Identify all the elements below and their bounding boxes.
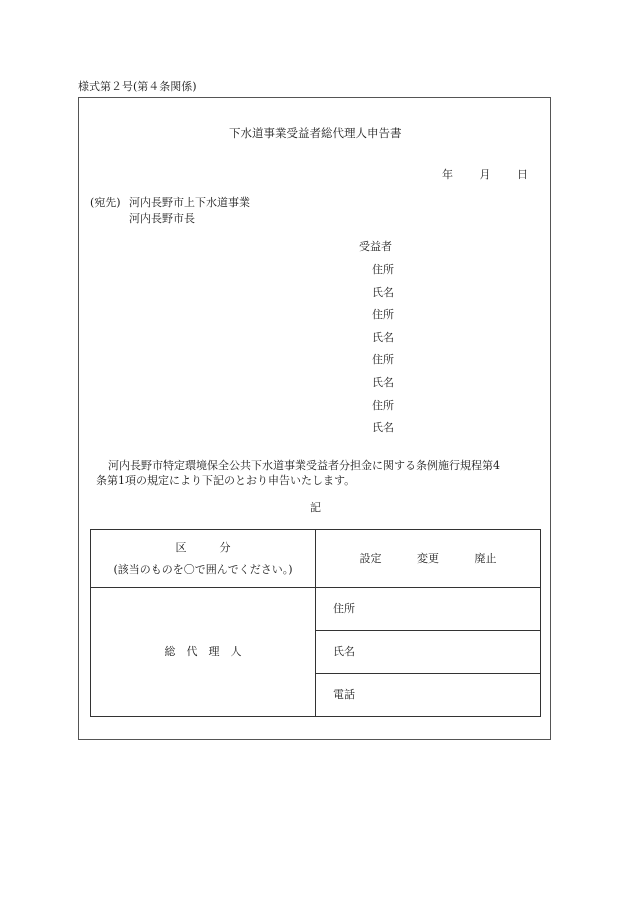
agent-label: 総 代 理 人 — [164, 645, 242, 658]
declaration-table — [90, 529, 541, 717]
date-day: 日 — [517, 168, 528, 181]
addressee-line1: 河内長野市上下水道事業 — [129, 196, 250, 209]
beneficiary-address-3: 住所 — [372, 353, 394, 366]
beneficiary-header: 受益者 — [359, 240, 392, 253]
agent-phone-label: 電話 — [333, 688, 355, 701]
agent-row-address — [91, 588, 541, 631]
date-year: 年 — [442, 168, 453, 181]
agent-address-label: 住所 — [333, 602, 355, 615]
option-setting[interactable]: 設定 — [359, 551, 382, 565]
options-cell — [316, 530, 541, 588]
body-text-line2: 条第1項の規定により下記のとおり申告いたします。 — [96, 474, 356, 487]
agent-name-label: 氏名 — [333, 645, 355, 658]
body-text-line1: 河内長野市特定環境保全公共下水道事業受益者分担金に関する条例施行規程第4 — [108, 459, 500, 472]
beneficiary-address-2: 住所 — [372, 308, 394, 321]
beneficiary-name-3: 氏名 — [372, 376, 394, 389]
beneficiary-name-1: 氏名 — [372, 286, 394, 299]
agent-label-cell — [91, 588, 316, 717]
beneficiary-address-1: 住所 — [372, 263, 394, 276]
category-note: (該当のものを〇で囲んでください。) — [113, 562, 293, 576]
form-number: 様式第２号(第４条関係) — [78, 80, 197, 93]
ki-heading: 記 — [310, 501, 321, 514]
agent-address-cell[interactable] — [316, 588, 541, 631]
beneficiary-address-4: 住所 — [372, 399, 394, 412]
date-line — [442, 168, 528, 182]
agent-name-cell[interactable] — [316, 631, 541, 674]
option-abolish[interactable]: 廃止 — [474, 551, 497, 565]
category-label: 区 分 — [175, 540, 231, 554]
agent-phone-cell[interactable] — [316, 674, 541, 717]
date-month: 月 — [479, 168, 491, 181]
addressee-prefix: (宛先) — [90, 196, 121, 209]
addressee-line2: 河内長野市長 — [129, 212, 195, 225]
option-change[interactable]: 変更 — [417, 551, 439, 565]
beneficiary-name-4: 氏名 — [372, 421, 394, 434]
category-row — [91, 530, 541, 588]
category-cell — [91, 530, 316, 588]
beneficiary-name-2: 氏名 — [372, 331, 394, 344]
form-title: 下水道事業受益者総代理人申告書 — [229, 126, 402, 140]
